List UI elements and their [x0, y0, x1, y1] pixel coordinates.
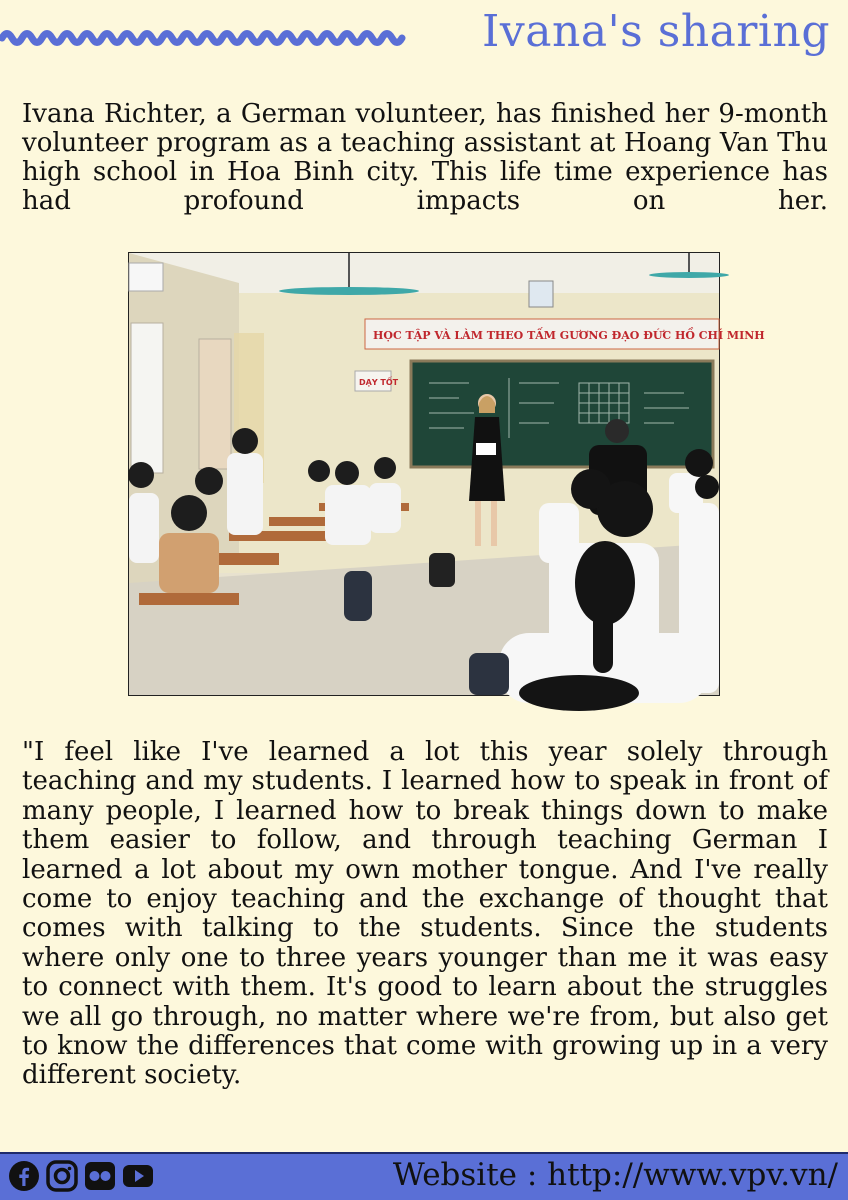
quote-paragraph: "I feel like I've learned a lot this year solely through teaching and my students. I learned how to speak in front of many people, I learned how to break things down to make them easier to follow, and through teaching German I learned a lot about my own mother tongue. And I've really come to enjoy teaching and the exchange of thought that comes with talking to the students. Since the students where only one to three years younger than me it was easy to connect with them. It's good to learn about the struggles we all go through, no matter where we're from, but also get to know the differences that come with growing up in a very different society. — [22, 737, 828, 1091]
classroom-photo — [128, 252, 765, 696]
footer-bar — [0, 1152, 848, 1200]
page-title: Ivana's sharing — [482, 6, 830, 57]
banner-text: HỌC TẬP VÀ LÀM THEO TẤM GƯƠNG ĐẠO ĐỨC HỒ CHÍ MINH — [373, 329, 765, 342]
decorative-squiggle — [0, 24, 410, 54]
facebook-icon[interactable] — [8, 1160, 40, 1192]
flickr-icon[interactable] — [84, 1160, 116, 1192]
sign-text: DẠY TỐT — [359, 378, 399, 387]
intro-paragraph: Ivana Richter, a German volunteer, has finished her 9-month volunteer program as a teaching assistant at Hoang Van Thu high school in Hoa Binh city. This life time experience has had profound impacts on her. — [22, 99, 828, 216]
social-links — [8, 1160, 154, 1192]
website-link[interactable]: Website : http://www.vpv.vn/ — [392, 1157, 838, 1193]
instagram-icon[interactable] — [46, 1160, 78, 1192]
youtube-icon[interactable] — [122, 1160, 154, 1192]
